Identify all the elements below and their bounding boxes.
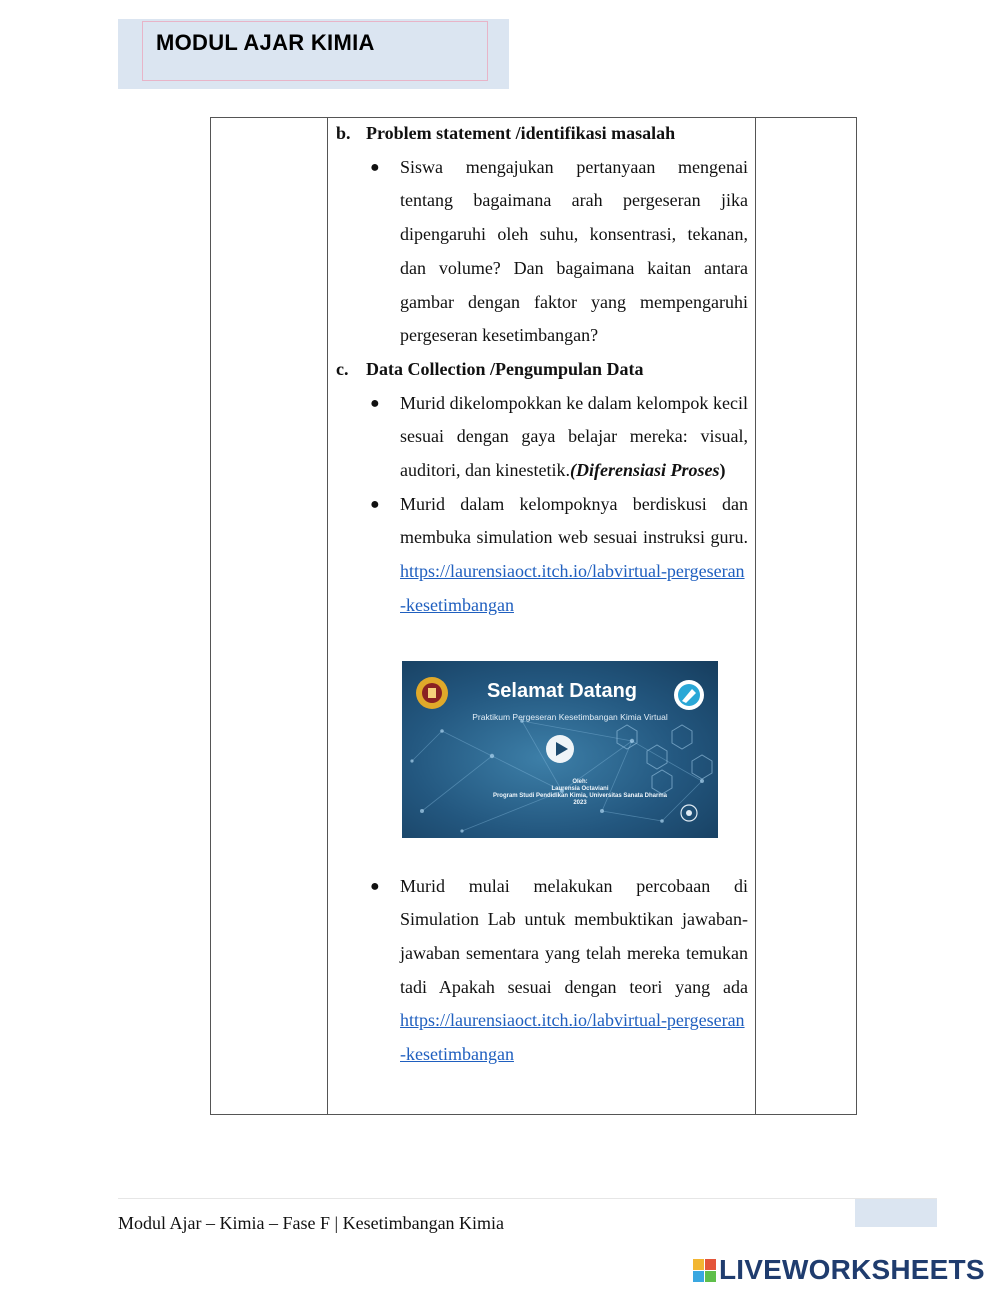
activity-cell — [336, 117, 748, 1072]
closing-paren: ) — [719, 460, 726, 481]
seal-icon — [681, 805, 697, 821]
credit-name: Laurensia Octaviani — [551, 786, 609, 792]
credit-by: Oleh: — [572, 779, 588, 785]
list-item — [336, 387, 748, 488]
play-icon[interactable] — [546, 735, 574, 763]
section-b-letter: b. — [336, 123, 351, 143]
banner-subtitle: Praktikum Pergeseran Kesetimbangan Kimia Virtual — [472, 712, 668, 722]
table-divider — [755, 117, 756, 1115]
section-c-heading — [336, 353, 748, 387]
bullet-icon: ● — [370, 877, 380, 895]
liveworksheets-brand[interactable] — [693, 1254, 985, 1286]
section-b-title: Problem statement /identifikasi masalah — [366, 123, 676, 143]
document-title: MODUL AJAR KIMIA — [156, 30, 375, 55]
bullet-icon: ● — [370, 495, 380, 513]
simulation-link[interactable]: https://laurensiaoct.itch.io/labvirtual-pergeseran-kesetimbangan — [400, 561, 745, 615]
credit-program: Program Studi Pendidikan Kimia, Universitas Sanata Dharma — [492, 793, 668, 799]
section-c-letter: c. — [336, 358, 349, 379]
brand-name: LIVEWORKSHEETS — [719, 1254, 985, 1285]
bullet-icon: ● — [370, 394, 380, 412]
footer-divider — [118, 1198, 937, 1199]
simulation-link[interactable]: https://laurensiaoct.itch.io/labvirtual-pergeseran-kesetimbangan — [400, 1010, 745, 1065]
list-item-text: Murid dikelompokkan ke dalam kelompok kecil sesuai dengan gaya belajar mereka: visual, auditori, dan kinestetik. — [400, 392, 748, 481]
banner-title: Selamat Datang — [486, 680, 638, 702]
simulation-preview-image[interactable] — [402, 661, 718, 838]
list-item-text: Murid dalam kelompoknya berdiskusi dan membuka simulation web sesuai instruksi guru. — [400, 493, 748, 548]
differentiation-note: (Diferensiasi Proses — [569, 460, 720, 481]
bullet-icon: ● — [370, 158, 380, 176]
list-item — [336, 870, 748, 1072]
section-c-title: Data Collection /Pengumpulan Data — [366, 358, 644, 379]
footer-text: Modul Ajar – Kimia – Fase F | Kesetimbangan Kimia — [118, 1213, 505, 1233]
list-item — [336, 151, 748, 353]
list-item-text: Murid mulai melakukan percobaan di Simulation Lab untuk membuktikan jawaban-jawaban sementara yang telah mereka temukan tadi Apakah sesuai dengan teori yang ada — [400, 875, 748, 997]
page-number-tab — [855, 1199, 937, 1227]
liveworksheets-logo-icon — [693, 1259, 716, 1282]
list-item — [336, 488, 748, 623]
section-b-heading — [336, 117, 748, 151]
banner-credit — [442, 779, 718, 807]
table-divider — [327, 117, 328, 1115]
credit-year: 2023 — [573, 800, 587, 806]
list-item-text: Siswa mengajukan pertanyaan mengenai tentang bagaimana arah pergeseran jika dipengaruhi oleh suhu, konsentrasi, tekanan, dan volume? Dan bagaimana kaitan antara gambar dengan faktor yang mempengaruhi pergeseran kesetimbangan? — [400, 156, 748, 346]
